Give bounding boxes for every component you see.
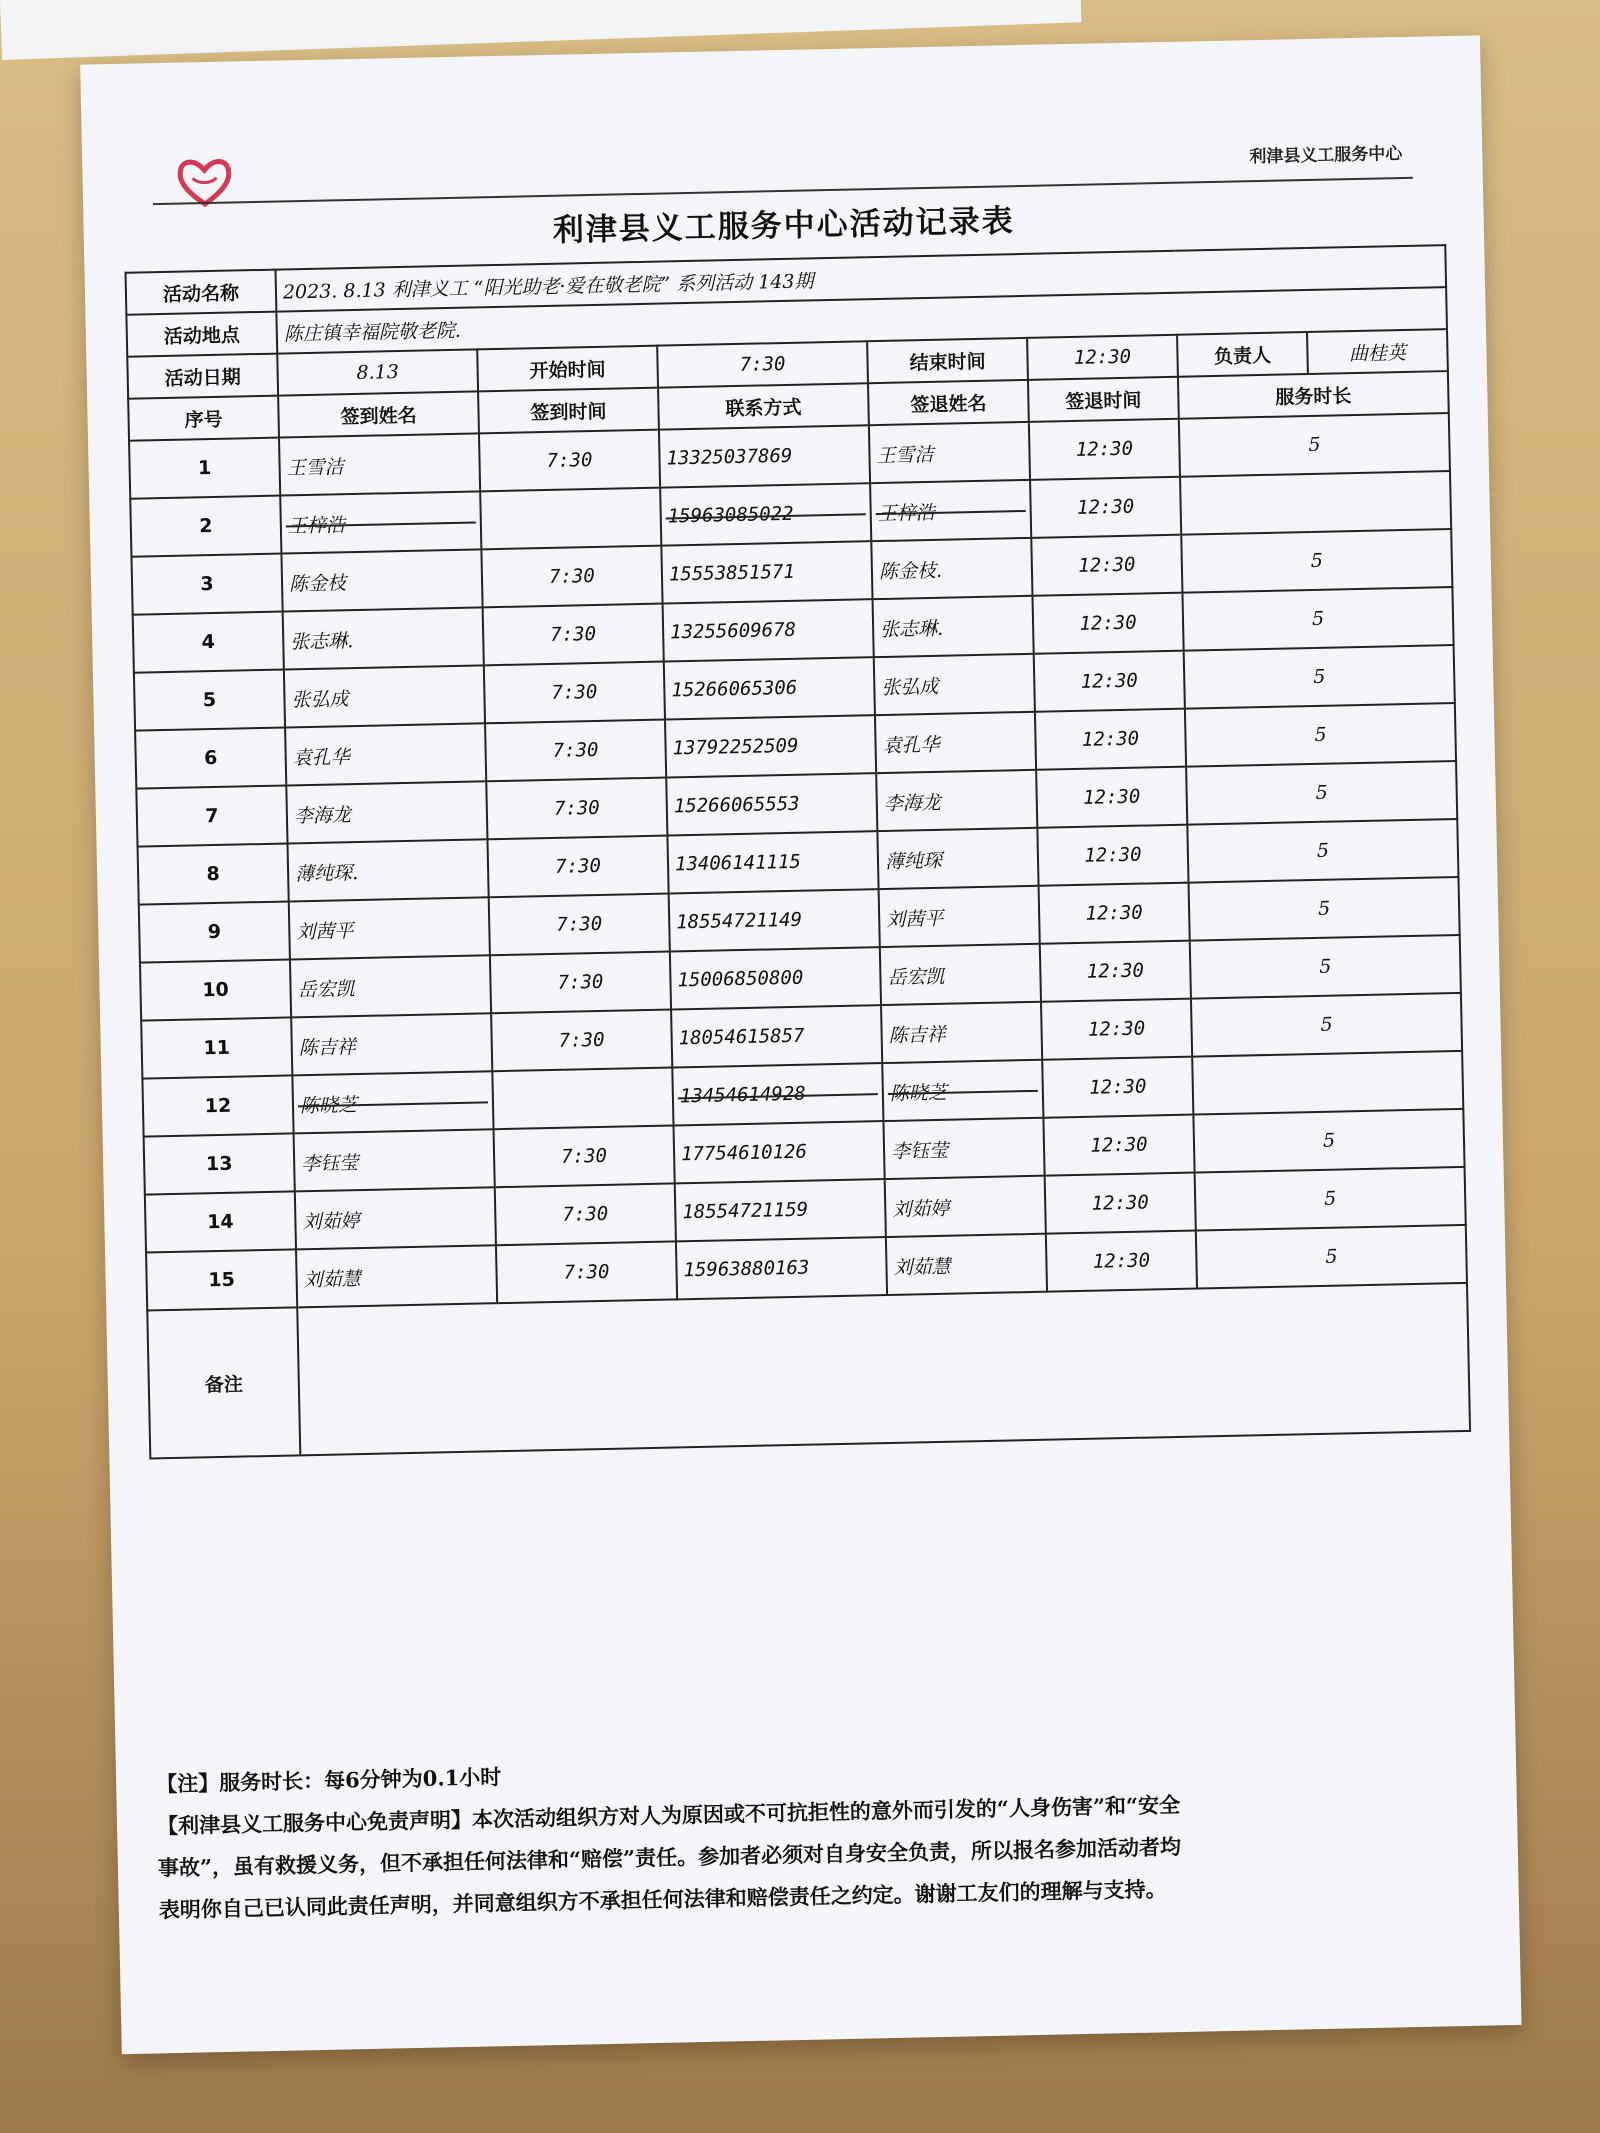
end-time-label: 结束时间: [867, 338, 1028, 383]
signin-name: 李海龙: [286, 781, 487, 843]
signin-name: 张志琳.: [283, 607, 484, 669]
contact-phone: 13454614928: [672, 1063, 883, 1125]
signin-time: [480, 488, 661, 550]
signout-name: 薄纯琛: [877, 828, 1038, 889]
contact-phone: 15553851571: [661, 541, 872, 603]
col-header-contact: 联系方式: [658, 383, 869, 429]
signout-time: 12:30: [1035, 709, 1186, 770]
signin-time: 7:30: [490, 952, 671, 1014]
remarks-field: [297, 1283, 1470, 1455]
row-seq: 9: [139, 901, 290, 962]
service-hours: [1180, 471, 1451, 535]
signin-time: 7:30: [496, 1241, 677, 1303]
record-sheet: [80, 35, 1521, 2054]
activity-name-value: 2023. 8.13 利津义工 “阳光助老·爱在敬老院” 系列活动 143期: [275, 245, 1446, 311]
signout-name: 岳宏凯: [880, 944, 1041, 1005]
activity-record-table: [125, 244, 1472, 1459]
row-seq: 14: [145, 1191, 296, 1252]
signout-name: 陈金枝.: [871, 538, 1032, 599]
service-hours: 5: [1182, 587, 1453, 651]
activity-date-label: 活动日期: [127, 354, 278, 399]
contact-phone: 17754610126: [673, 1121, 884, 1183]
signout-time: 12:30: [1041, 999, 1192, 1060]
signin-name: 王雪洁: [279, 433, 480, 495]
document-title: 利津县义工服务中心活动记录表: [552, 203, 1016, 249]
signout-name: 李钰莹: [883, 1118, 1044, 1179]
activity-place-value: 陈庄镇幸福院敬老院.: [276, 287, 1447, 353]
signout-time: 12:30: [1043, 1115, 1194, 1176]
row-seq: 3: [131, 554, 282, 615]
signout-name: 陈吉祥: [881, 1002, 1042, 1063]
signin-time: 7:30: [487, 836, 668, 898]
activity-name-label: 活动名称: [126, 270, 277, 315]
signin-name: 张弘成: [284, 665, 485, 727]
signout-time: 12:30: [1037, 825, 1188, 886]
contact-phone: 15266065306: [664, 657, 875, 719]
contact-phone: 15963085022: [660, 483, 871, 545]
end-time-value: 12:30: [1027, 335, 1178, 380]
contact-phone: 15266065553: [666, 773, 877, 835]
signin-name: 王梓浩: [280, 491, 481, 553]
col-header-service-hours: 服务时长: [1178, 371, 1449, 419]
contact-phone: 18554721149: [669, 889, 880, 951]
signin-name: 刘茜平: [289, 897, 490, 959]
row-seq: 2: [130, 496, 281, 557]
activity-date-value: 8.13: [277, 349, 478, 395]
row-seq: 1: [129, 438, 280, 499]
service-hours: 5: [1185, 703, 1456, 767]
signin-time: 7:30: [491, 1009, 672, 1071]
service-hours: 5: [1193, 1109, 1464, 1173]
contact-phone: 18554721159: [675, 1179, 886, 1241]
activity-place-label: 活动地点: [126, 312, 277, 357]
signin-time: 7:30: [479, 430, 660, 492]
signin-name: 刘茹婷: [295, 1187, 496, 1249]
notes-block: [156, 1736, 1489, 1932]
disclaimer-line-2: 事故”，虽有救援义务，但不承担任何法律和“赔偿”责任。参加者必须对自身安全负责，所以报名参加活动者均: [157, 1834, 1182, 1881]
signin-name: 李钰莹: [294, 1129, 495, 1191]
service-hours: 5: [1187, 819, 1458, 883]
row-seq: 6: [135, 728, 286, 789]
signin-name: 陈金枝: [281, 549, 482, 611]
signout-time: 12:30: [1040, 941, 1191, 1002]
signout-time: 12:30: [1030, 477, 1181, 538]
signout-name: 李海龙: [876, 770, 1037, 831]
contact-phone: 13406141115: [667, 831, 878, 893]
service-hours: 5: [1195, 1167, 1466, 1231]
signout-time: 12:30: [1031, 535, 1182, 596]
signout-time: 12:30: [1042, 1057, 1193, 1118]
row-seq: 8: [138, 843, 289, 904]
signin-name: 刘茹慧: [296, 1245, 497, 1307]
signin-time: 7:30: [484, 662, 665, 724]
signout-name: 袁孔华: [875, 712, 1036, 773]
signout-time: 12:30: [1045, 1173, 1196, 1234]
start-time-label: 开始时间: [477, 346, 658, 392]
contact-phone: 18054615857: [671, 1005, 882, 1067]
signout-name: 刘茜平: [879, 886, 1040, 947]
service-hours: 5: [1184, 645, 1455, 709]
contact-phone: 15963880163: [676, 1237, 887, 1299]
signin-name: 陈晓芝: [292, 1071, 493, 1133]
volunteer-rows: [129, 413, 1467, 1310]
service-hours: 5: [1190, 935, 1461, 999]
contact-phone: 13255609678: [663, 599, 874, 661]
start-time-value: 7:30: [657, 341, 868, 387]
service-hours: 5: [1189, 877, 1460, 941]
row-seq: 10: [140, 959, 291, 1020]
signout-time: 12:30: [1029, 419, 1180, 480]
service-hours: [1192, 1051, 1463, 1115]
row-seq: 12: [142, 1075, 293, 1136]
row-seq: 13: [144, 1133, 295, 1194]
row-seq: 11: [141, 1017, 292, 1078]
signin-time: 7:30: [481, 546, 662, 608]
col-header-signin-time: 签到时间: [478, 388, 659, 434]
signout-time: 12:30: [1046, 1231, 1197, 1292]
col-header-signout-time: 签退时间: [1028, 377, 1179, 422]
signin-time: 7:30: [485, 720, 666, 782]
signin-time: 7:30: [483, 604, 664, 666]
signout-name: 张志琳.: [873, 596, 1034, 657]
service-hours: 5: [1186, 761, 1457, 825]
disclaimer-line-1: 【利津县义工服务中心免责声明】本次活动组织方对人为原因或不可抗拒性的意外而引发的“人身伤害”和“安全: [156, 1792, 1181, 1839]
signin-time: 7:30: [486, 778, 667, 840]
signout-time: 12:30: [1034, 651, 1185, 712]
contact-phone: 13792252509: [665, 715, 876, 777]
org-header-name: 利津县义工服务中心: [1249, 143, 1403, 168]
signout-name: 刘茹婷: [885, 1176, 1046, 1237]
contact-phone: 15006850800: [670, 947, 881, 1009]
signout-name: 陈晓芝: [882, 1060, 1043, 1121]
row-seq: 5: [134, 670, 285, 731]
signout-time: 12:30: [1036, 767, 1187, 828]
service-hours: 5: [1179, 413, 1450, 477]
signout-time: 12:30: [1032, 593, 1183, 654]
col-header-signout-name: 签退姓名: [868, 380, 1029, 425]
signin-name: 袁孔华: [285, 723, 486, 785]
row-seq: 15: [146, 1249, 297, 1310]
service-hours-note: 【注】服务时长：每6分钟为0.1小时: [155, 1764, 502, 1797]
signout-name: 王梓浩: [870, 480, 1031, 541]
signin-name: 岳宏凯: [290, 955, 491, 1017]
service-hours: 5: [1181, 529, 1452, 593]
service-hours: 5: [1196, 1225, 1467, 1289]
signin-name: 陈吉祥: [291, 1013, 492, 1075]
leader-value: 曲桂英: [1307, 329, 1448, 374]
signout-time: 12:30: [1039, 883, 1190, 944]
contact-phone: 13325037869: [659, 425, 870, 487]
row-seq: 4: [133, 612, 284, 673]
signout-name: 王雪洁: [869, 422, 1030, 483]
row-seq: 7: [136, 786, 287, 847]
signin-time: 7:30: [489, 894, 670, 956]
col-header-seq: 序号: [128, 396, 279, 441]
signin-time: [492, 1067, 673, 1129]
signin-time: 7:30: [495, 1183, 676, 1245]
signin-name: 薄纯琛.: [288, 839, 489, 901]
leader-label: 负责人: [1177, 332, 1308, 377]
signout-name: 张弘成: [874, 654, 1035, 715]
remarks-label: 备注: [147, 1307, 300, 1458]
col-header-signin-name: 签到姓名: [278, 391, 479, 437]
signin-time: 7:30: [494, 1125, 675, 1187]
service-hours: 5: [1191, 993, 1462, 1057]
signout-name: 刘茹慧: [886, 1234, 1047, 1295]
disclaimer-line-3: 表明你自己已认同此责任声明，并同意组织方不承担任何法律和赔偿责任之约定。谢谢工友们的理解与支持。: [158, 1876, 1167, 1923]
